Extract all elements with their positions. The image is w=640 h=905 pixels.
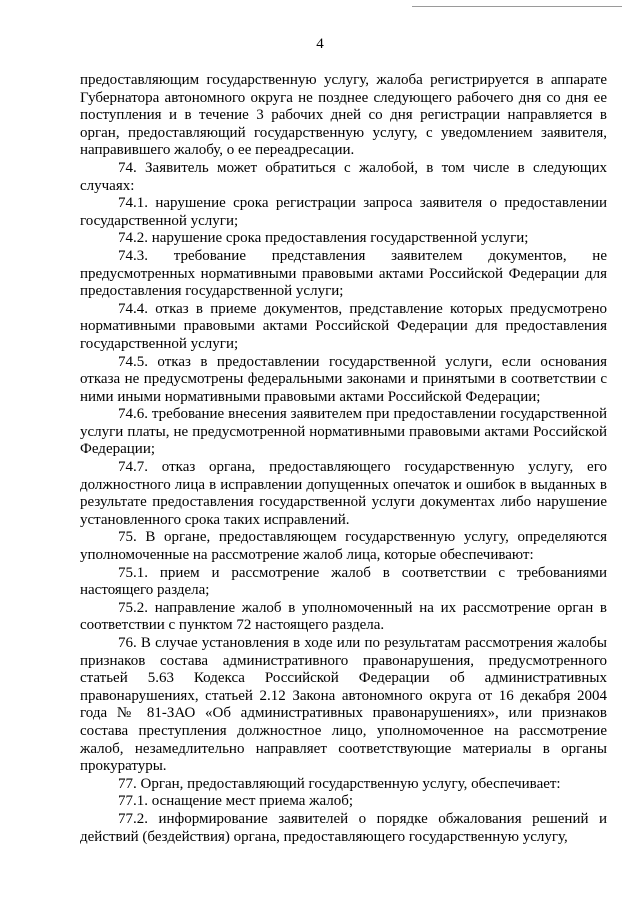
paragraph-74-1: 74.1. нарушение срока регистрации запроса заявителя о предоставлении государственной услуги; (80, 195, 607, 229)
paragraph-74: 74. Заявитель может обратиться с жалобой, в том числе в следующих случаях: (80, 159, 607, 194)
paragraph-74-6: 74.6. требование внесения заявителем при предоставлении государственной услуги платы, не предусмотренной нормативными правовыми актами Российской Федерации; (80, 406, 607, 458)
page-number: 4 (316, 36, 324, 52)
paragraph-continuation: предоставляющим государственную услугу, жалоба регистрируется в аппарате Губернатора автономного округа не позднее следующего рабочего дня со дня ее поступления и в течение 3 рабочих дней со дня регистрации направляется в орган, предоставляющий государственную услугу, с уведомлением заявителя, направившего жалобу, о ее переадресации. (80, 72, 607, 159)
paragraph-74-3: 74.3. требование представления заявителем документов, не предусмотренных нормативными правовыми актами Российской Федерации для предоставления государственной услуги; (80, 247, 607, 300)
body-text (80, 72, 607, 846)
paragraph-75: 75. В органе, предоставляющем государственную услугу, определяются уполномоченные на рассмотрение жалоб лица, которые обеспечивают: (80, 529, 607, 564)
top-edge-line (412, 6, 622, 7)
paragraph-77-1: 77.1. оснащение мест приема жалоб; (118, 793, 354, 810)
paragraph-75-1: 75.1. прием и рассмотрение жалоб в соответствии с требованиями настоящего раздела; (80, 564, 607, 599)
paragraph-74-4: 74.4. отказ в приеме документов, представление которых предусмотрено нормативными правовыми актами Российской Федерации для предоставления государственной услуги; (80, 300, 607, 352)
paragraph-77-2: 77.2. информирование заявителей о порядке обжалования решений и действий (бездействия) органа, предоставляющего государственную услугу, (80, 810, 607, 845)
paragraph-74-5: 74.5. отказ в предоставлении государственной услуги, если основания отказа не предусмотрены федеральными законами и принятыми в соответствии с ними иными нормативными правовыми актами Российской Федерации; (80, 353, 607, 405)
paragraph-77: 77. Орган, предоставляющий государственную услугу, обеспечивает: (118, 775, 561, 792)
paragraph-74-7: 74.7. отказ органа, предоставляющего государственную услугу, его должностного лица в исправлении допущенных опечаток и ошибок в выданных в результате предоставления государственной услуги документах либо нарушение установленного срока таких исправлений. (80, 459, 607, 528)
paragraph-76: 76. В случае установления в ходе или по результатам рассмотрения жалобы признаков состава административного правонарушения, предусмотренного статьей 5.63 Кодекса Российской Федерации об административных правонарушениях, статьей 2.12 Закона автономного округа от 16 декабря 2004 года № 81-ЗАО «Об административных правонарушениях», или признаков состава преступления должностное лицо, уполномоченное на рассмотрение жалоб, незамедлительно направляет соответствующие материалы в органы прокуратуры. (80, 635, 607, 775)
paragraph-74-2: 74.2. нарушение срока предоставления государственной услуги; (118, 230, 529, 247)
paragraph-75-2: 75.2. направление жалоб в уполномоченный на их рассмотрение орган в соответствии с пунктом 72 настоящего раздела. (80, 599, 607, 634)
